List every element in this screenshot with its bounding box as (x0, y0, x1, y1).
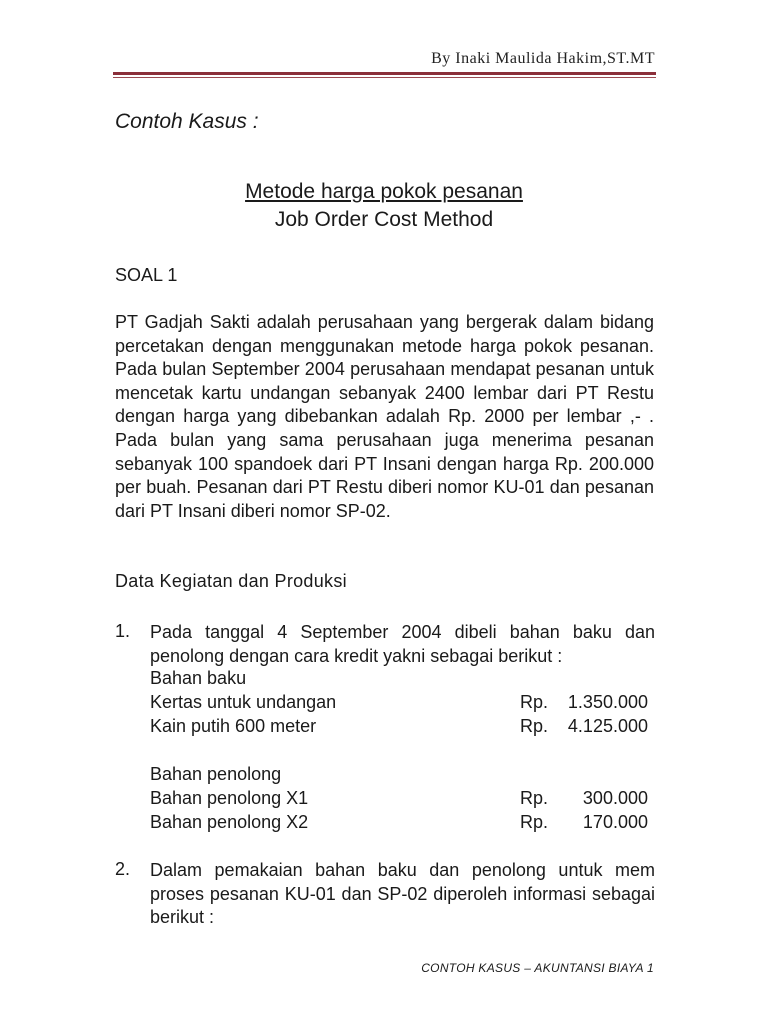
bahan-penolong-row-label: Bahan penolong X1 (150, 788, 309, 808)
bahan-baku-row-currency: Rp. (520, 692, 549, 712)
bahan-baku-row-amount: 4.125.000 (567, 716, 648, 736)
bahan-penolong-row-currency: Rp. (520, 788, 549, 808)
bahan-baku-row-amount: 1.350.000 (567, 692, 648, 712)
item-2-number: 2. (115, 859, 131, 879)
bahan-penolong-row-currency: Rp. (520, 812, 549, 832)
header-rule-thin (113, 77, 656, 78)
bahan-penolong-row-amount: 300.000 (582, 788, 648, 808)
bahan-penolong-row-label: Bahan penolong X2 (150, 812, 309, 832)
header-rule-thick (113, 72, 656, 75)
data-section-title: Data Kegiatan dan Produksi (115, 571, 347, 591)
bahan-penolong-heading: Bahan penolong (150, 764, 282, 784)
item-2-text: Dalam pemakaian bahan baku dan penolong untuk mem proses pesanan KU-01 dan SP-02 diperoleh informasi sebagai berikut : (150, 860, 655, 928)
bahan-baku-row-currency: Rp. (520, 716, 549, 736)
method-title (115, 180, 653, 204)
problem-paragraph: PT Gadjah Sakti adalah perusahaan yang bergerak dalam bidang percetakan dengan menggunakan metode harga pokok pesanan. Pada bulan September 2004 perusahaan mendapat pesanan untuk mencetak kartu undangan sebanyak 2400 lembar dari PT Restu dengan harga yang dibebankan adalah Rp. 2000 per lembar ,- . Pada bulan yang sama perusahaan juga menerima pesanan sebanyak 100 spandoek dari PT Insani dengan harga Rp. 200.000 per buah. Pesanan dari PT Restu diberi nomor KU-01 dan pesanan dari PT Insani diberi nomor SP-02. (115, 312, 654, 521)
method-title-text: Metode harga pokok pesanan (245, 180, 523, 203)
bahan-baku-heading: Bahan baku (150, 668, 247, 688)
item-1-text: Pada tanggal 4 September 2004 dibeli bahan baku dan penolong dengan cara kredit yakni sebagai berikut : (150, 622, 655, 666)
bahan-baku-row-label: Kertas untuk undangan (150, 692, 337, 712)
bahan-penolong-row-amount: 170.000 (582, 812, 648, 832)
method-subtitle: Job Order Cost Method (274, 208, 494, 231)
item-1-number: 1. (115, 621, 131, 641)
problem-heading: SOAL 1 (115, 265, 178, 285)
case-title: Contoh Kasus : (115, 110, 259, 133)
page-footer: CONTOH KASUS – AKUNTANSI BIAYA 1 (421, 961, 654, 975)
bahan-baku-row-label: Kain putih 600 meter (150, 716, 317, 736)
author-header: By Inaki Maulida Hakim,ST.MT (431, 50, 655, 67)
